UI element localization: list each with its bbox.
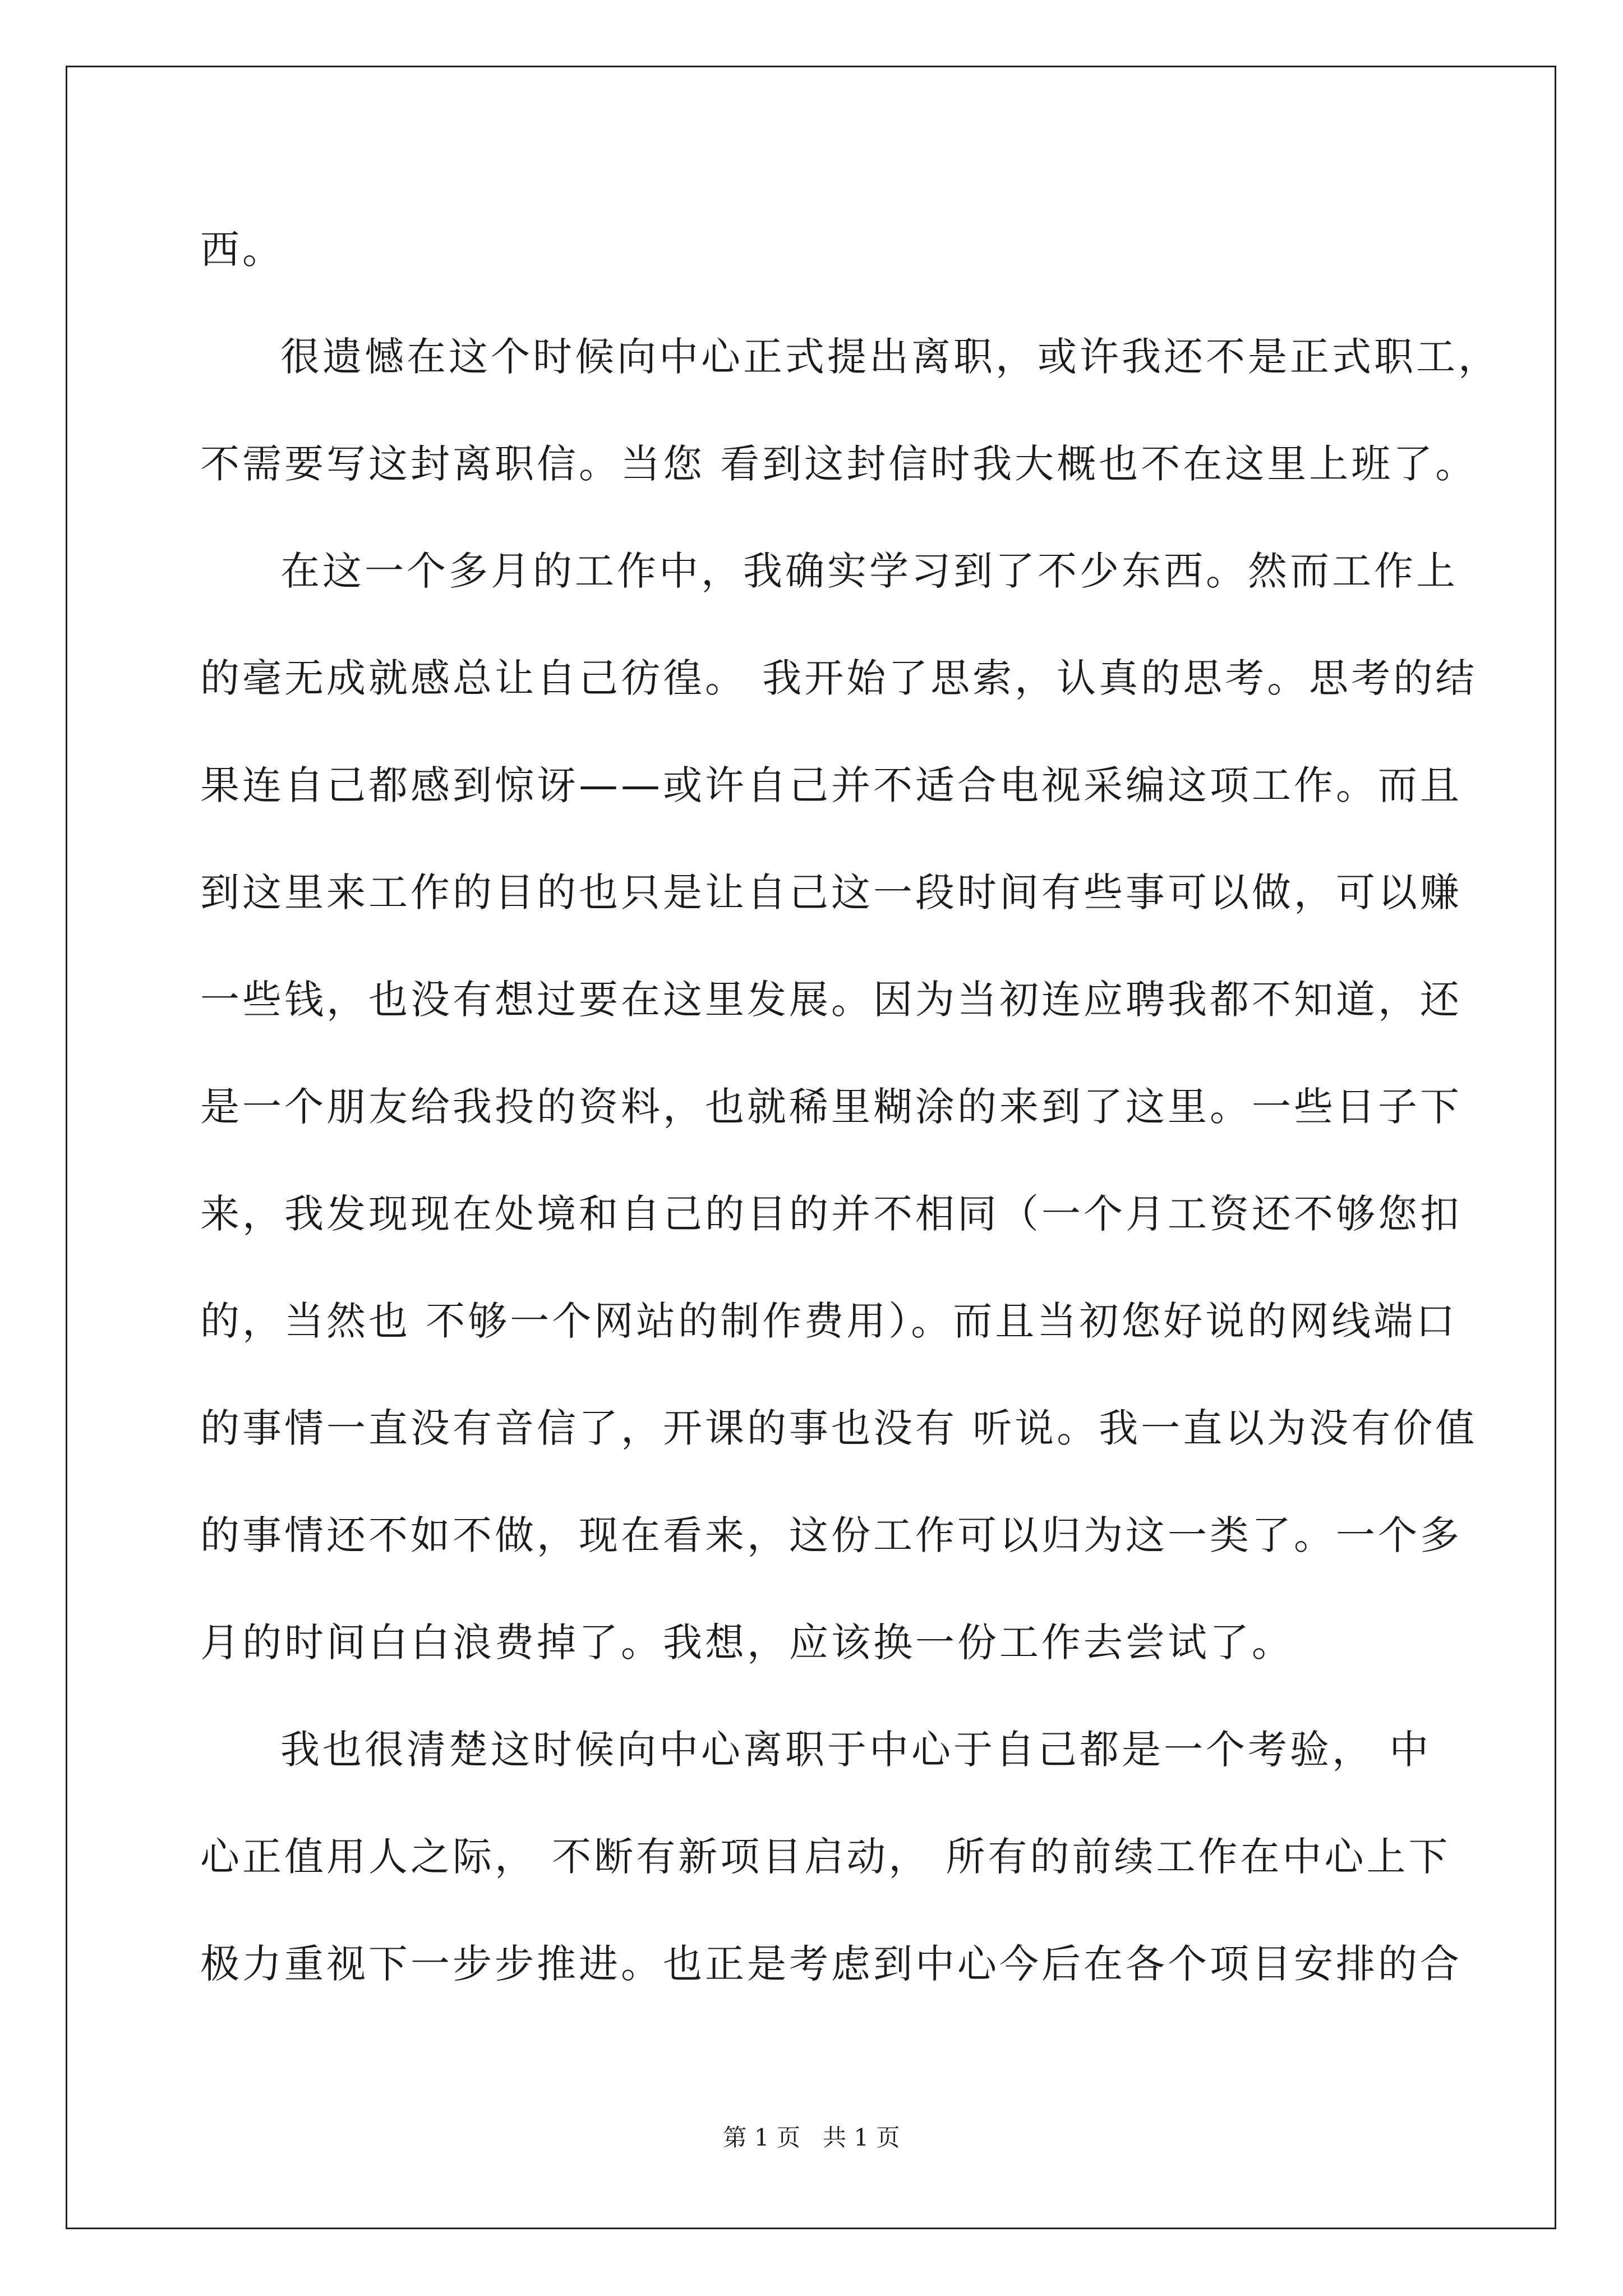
text-line: 是一个朋友给我投的资料，也就稀里糊涂的来到了这里。一些日子下: [200, 1084, 1462, 1130]
text-line: 到这里来工作的目的也只是让自己这一段时间有些事可以做，可以赚: [200, 869, 1462, 915]
page-border: [66, 66, 1556, 2229]
text-line: 来，我发现现在处境和自己的目的并不相同（一个月工资还不够您扣: [200, 1191, 1462, 1237]
text-line: 的事情一直没有音信了，开课的事也没有 听说。我一直以为没有价值: [200, 1405, 1478, 1451]
text-line: 一些钱，也没有想过要在这里发展。因为当初连应聘我都不知道，还: [200, 977, 1462, 1023]
text-line: 极力重视下一步步推进。也正是考虑到中心今后在各个项目安排的合: [200, 1941, 1462, 1987]
text-line: 西。: [200, 227, 284, 273]
text-line: 的事情还不如不做，现在看来，这份工作可以归为这一类了。一个多: [200, 1512, 1462, 1558]
page-number-footer: 第 1 页 共 1 页: [723, 2124, 900, 2151]
text-line: 不需要写这封离职信。当您 看到这封信时我大概也不在这里上班了。: [200, 441, 1478, 487]
paragraph-start: 很遗憾在这个时候向中心正式提出离职，或许我还不是正式职工，: [280, 334, 1500, 380]
text-line: 心正值用人之际， 不断有新项目启动， 所有的前续工作在中心上下: [200, 1834, 1451, 1880]
paragraph-start: 我也很清楚这时候向中心离职于中心于自己都是一个考验， 中: [280, 1727, 1432, 1773]
text-line: 的，当然也 不够一个网站的制作费用）。而且当初您好说的网线端口: [200, 1298, 1458, 1344]
paragraph-start: 在这一个多月的工作中，我确实学习到了不少东西。然而工作上: [280, 548, 1458, 594]
text-line: 月的时间白白浪费掉了。我想，应该换一份工作去尝试了。: [200, 1619, 1294, 1665]
text-line: 果连自己都感到惊讶——或许自己并不适合电视采编这项工作。而且: [200, 762, 1462, 808]
text-line: 的毫无成就感总让自己彷徨。 我开始了思索，认真的思考。思考的结: [200, 655, 1478, 701]
